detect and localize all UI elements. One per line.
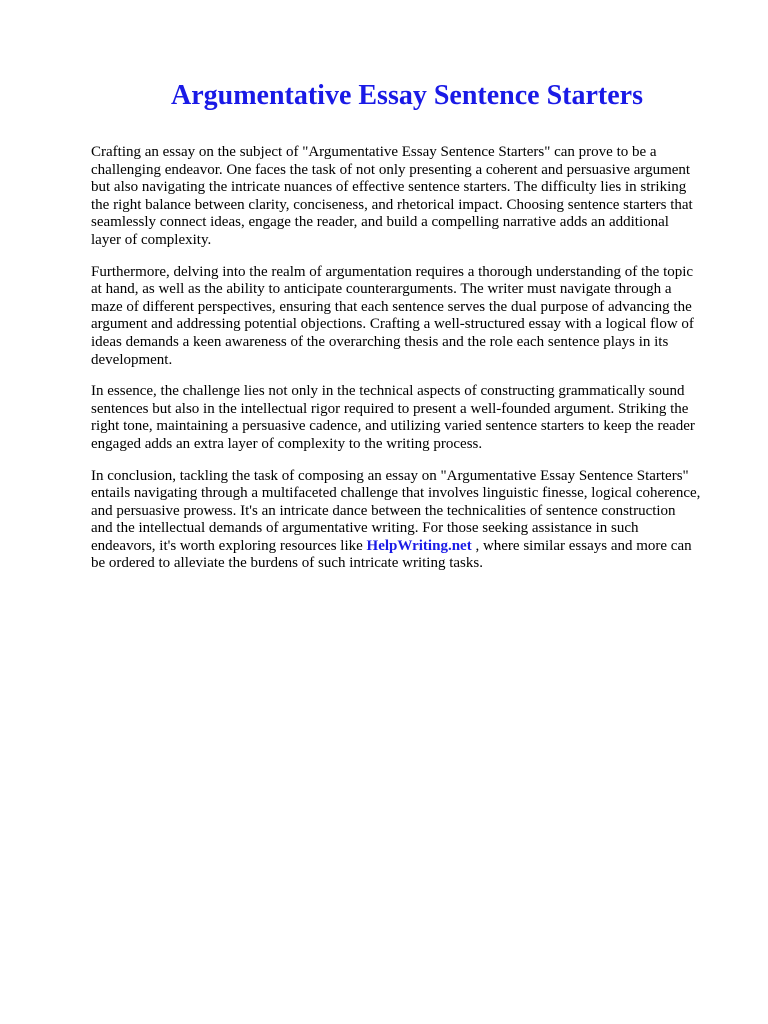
text-line: and the intellectual demands of argumentative writing. For those seeking assistance in such (91, 520, 639, 537)
text-line: challenging endeavor. One faces the task of not only presenting a coherent and persuasive argument (91, 161, 691, 178)
text-line: In conclusion, tackling the task of composing an essay on "Argumentative Essay Sentence Starters" (91, 467, 689, 484)
paragraph-3 (91, 383, 725, 453)
link-line-before: endeavors, it's worth exploring resources like (91, 537, 367, 554)
text-line: development. (91, 351, 173, 368)
text-line: layer of complexity. (91, 231, 212, 248)
paragraph-conclusion (91, 468, 725, 574)
text-line: maze of different perspectives, ensuring that each sentence serves the dual purpose of advancing the (91, 298, 692, 315)
link-line-after: , where similar essays and more can (471, 537, 692, 554)
text-line: engaged adds an extra layer of complexity to the writing process. (91, 435, 483, 452)
text-line: right tone, maintaining a persuasive cadence, and utilizing varied sentence starters to keep the reader (91, 418, 695, 435)
paragraph-2 (91, 264, 725, 370)
text-line: In essence, the challenge lies not only in the technical aspects of constructing grammatically sound (91, 383, 685, 400)
text-line: argument and addressing potential objections. Crafting a well-structured essay with a logical flow of (91, 316, 694, 333)
text-line: entails navigating through a multifaceted challenge that involves linguistic finesse, logical coherence, (91, 485, 701, 502)
text-line: but also navigating the intricate nuances of effective sentence starters. The difficulty lies in striking (91, 179, 687, 196)
helpwriting-link[interactable]: HelpWriting.net (366, 537, 472, 554)
text-line: Crafting an essay on the subject of "Argumentative Essay Sentence Starters" can prove to be a (91, 144, 657, 160)
text-line: seamlessly connect ideas, engage the reader, and build a compelling narrative adds an additional (91, 214, 669, 231)
text-line: and persuasive prowess. It's an intricate dance between the technicalities of sentence construction (91, 502, 676, 519)
document-body (91, 144, 725, 587)
text-line: ideas demands a keen awareness of the overarching thesis and the role each sentence plays in its (91, 333, 669, 350)
text-line: at hand, as well as the ability to anticipate counterarguments. The writer must navigate through a (91, 281, 672, 298)
text-line: the right balance between clarity, conciseness, and rhetorical impact. Choosing sentence starters that (91, 196, 693, 213)
text-line: sentences but also in the intellectual rigor required to present a well-founded argument. Striking the (91, 400, 689, 417)
text-line: be ordered to alleviate the burdens of such intricate writing tasks. (91, 555, 483, 572)
text-line-with-link (91, 538, 725, 556)
paragraph-1 (91, 144, 725, 250)
text-line: Furthermore, delving into the realm of argumentation requires a thorough understanding of the topic (91, 263, 694, 280)
document-title: Argumentative Essay Sentence Starters (170, 80, 644, 111)
